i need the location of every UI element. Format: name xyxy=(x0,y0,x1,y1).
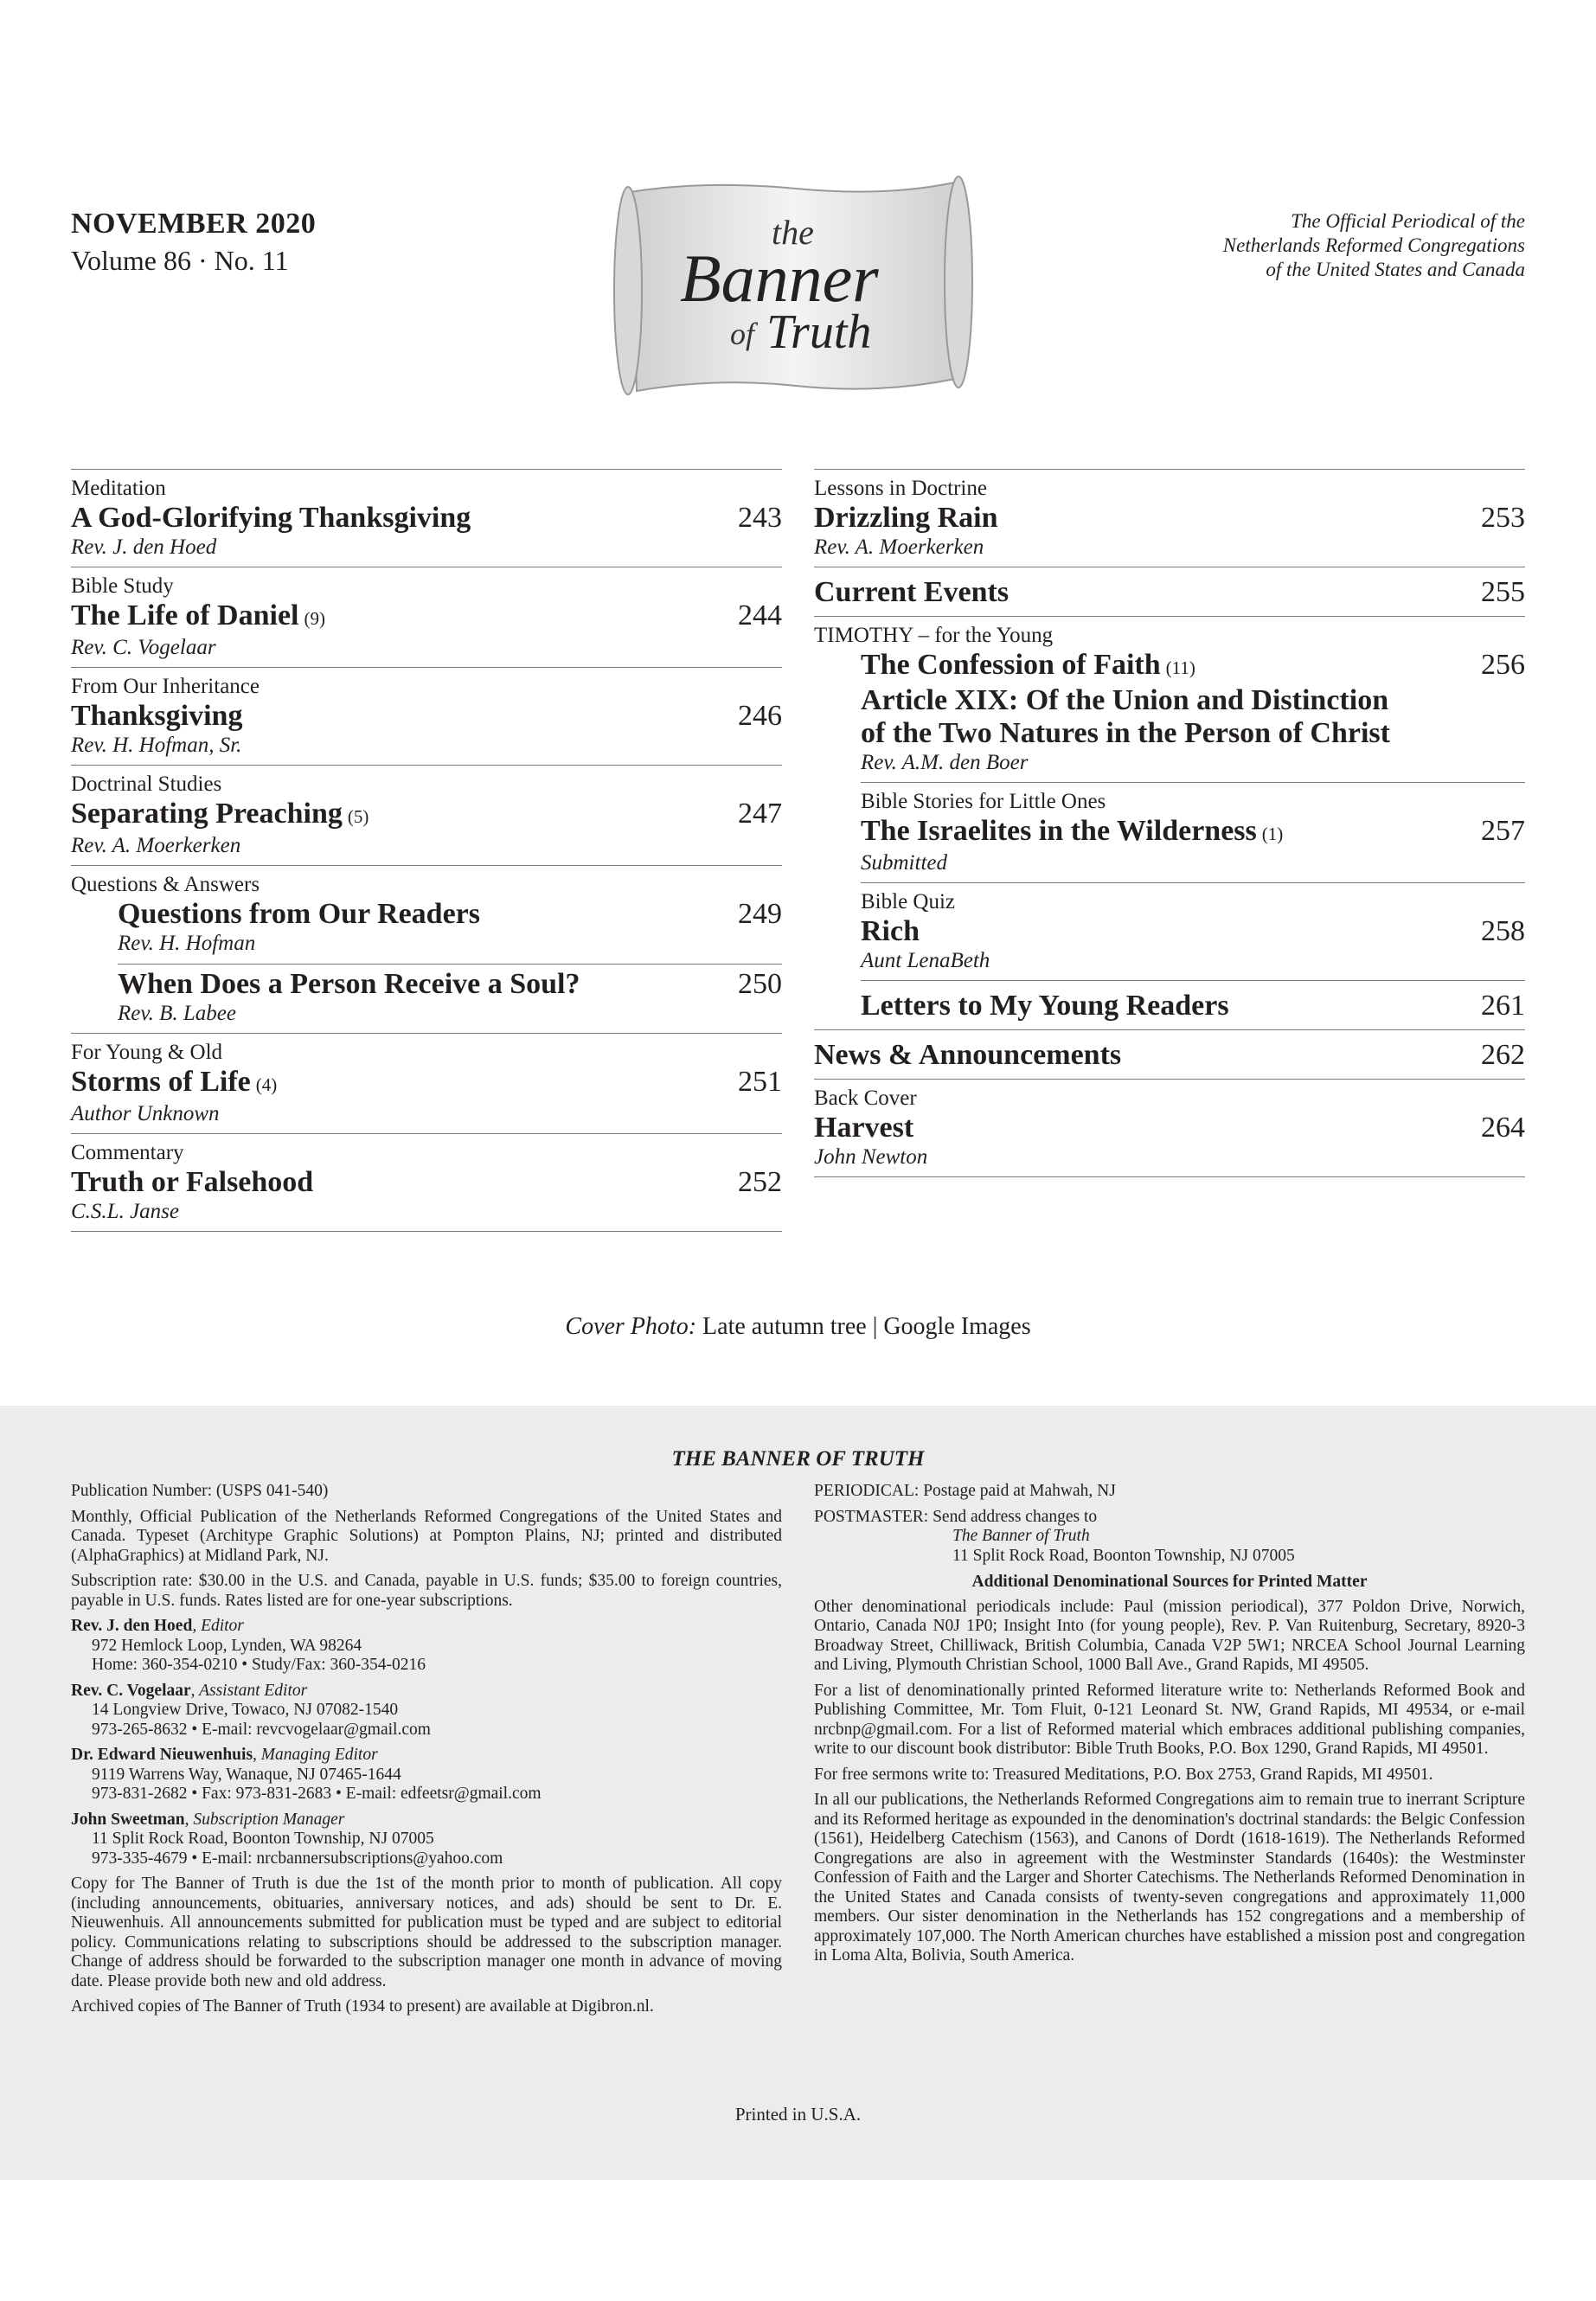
cover-photo-credit xyxy=(0,1313,1596,1341)
toc-title: Current Events xyxy=(814,576,1010,608)
cover-label: Cover Photo: xyxy=(565,1313,697,1340)
toc-page: 257 xyxy=(1481,815,1525,847)
logo-the: the xyxy=(772,213,814,252)
cover-text: Late autumn tree | Google Images xyxy=(696,1313,1031,1340)
toc-author: Rev. C. Vogelaar xyxy=(71,636,216,659)
toc-title: A God-Glorifying Thanksgiving xyxy=(71,502,471,534)
toc-section: Lessons in Doctrine xyxy=(814,477,987,500)
toc-page: 252 xyxy=(738,1166,782,1198)
toc-entry[interactable] xyxy=(71,865,782,964)
toc-part: (9) xyxy=(304,608,325,629)
toc-page: 258 xyxy=(1481,915,1525,947)
toc-title: The Life of Daniel (9) xyxy=(71,599,325,631)
toc-section: Doctrinal Studies xyxy=(71,772,222,796)
toc-title: Harvest xyxy=(814,1112,914,1144)
publication-statement: Monthly, Official Publication of the Netherlands Reformed Congregations of the United States and Canada. Typeset (Architype Graphic Solutions) at Pompton Plains, NJ; printed and distributed (AlphaGraphics) at Midland Park, NJ. xyxy=(71,1507,782,1565)
free-sermons: For free sermons write to: Treasured Meditations, P.O. Box 2753, Grand Rapids, MI 49501. xyxy=(814,1765,1433,1784)
toc-page: 253 xyxy=(1481,502,1525,534)
toc-title: Drizzling Rain xyxy=(814,502,998,534)
toc-title: When Does a Person Receive a Soul? xyxy=(118,968,580,1000)
toc-section: For Young & Old xyxy=(71,1041,223,1064)
printed-in: Printed in U.S.A. xyxy=(734,2104,862,2125)
assistant-editor-address: 14 Longview Drive, Towaco, NJ 07082-1540 xyxy=(92,1701,399,1719)
toc-page: 261 xyxy=(1481,990,1525,1022)
tagline-line: The Official Periodical of the xyxy=(1291,210,1525,232)
toc-title: Storms of Life (4) xyxy=(71,1066,278,1098)
toc-page: 264 xyxy=(1481,1112,1525,1144)
editor-contact xyxy=(71,1617,782,1676)
toc-author: Rev. H. Hofman xyxy=(118,932,256,955)
toc-entry[interactable] xyxy=(814,469,1525,567)
mission-statement: In all our publications, the Netherlands Reformed Congregations aim to remain true to inerrant Scripture and its Reformed heritage as expounded in the denomination's doctrinal standards: the Belgic Confession (1561), Heidelberg Catechism (1563), and Canons of Dordt (1618-1619). The Netherlands Reformed Congregations are also in agreement with the Westminster Standards (1640s): the Westminster Confession of Faith and the Larger and Shorter Catechisms. The Netherlands Reformed Denomination in the United States and Canada consists of twenty-seven congregations and approximately 11,000 members. Our sister denomination in the Netherlands has 152 congregations and a membership of approximately 107,000. The North American churches have established a mission post and congregation in Loma Alta, Bolivia, South America. xyxy=(814,1791,1525,1965)
banner-of-truth-logo xyxy=(602,173,990,403)
toc-part: (11) xyxy=(1165,657,1195,678)
managing-editor-contact xyxy=(71,1746,782,1804)
toc-page: 246 xyxy=(738,700,782,732)
toc-author: John Newton xyxy=(814,1145,928,1169)
managing-editor-name: Dr. Edward Nieuwenhuis xyxy=(71,1746,253,1764)
toc-entry[interactable] xyxy=(71,765,782,865)
toc-title: The Israelites in the Wilderness (1) xyxy=(861,815,1284,847)
toc-title: Thanksgiving xyxy=(71,700,243,732)
toc-author: C.S.L. Janse xyxy=(71,1200,179,1223)
issue-volume: Volume 86 · No. 11 xyxy=(71,245,289,276)
toc-left-column xyxy=(71,469,782,1232)
toc-section: Bible Quiz xyxy=(861,890,956,913)
toc-section: Bible Study xyxy=(71,574,174,598)
toc-entry[interactable] xyxy=(814,567,1525,616)
additional-sources-heading: Additional Denominational Sources for Printed Matter xyxy=(971,1573,1368,1591)
assistant-editor-name: Rev. C. Vogelaar xyxy=(71,1681,191,1700)
subscription-manager-contact xyxy=(71,1811,782,1869)
toc-entry[interactable] xyxy=(814,1029,1525,1079)
toc-page: 255 xyxy=(1481,576,1525,608)
toc-page: 243 xyxy=(738,502,782,534)
managing-editor-email[interactable]: 973-831-2682 • Fax: 973-831-2683 • E-mail: edfeetsr@gmail.com xyxy=(92,1785,542,1803)
toc-page: 256 xyxy=(1481,649,1525,681)
postmaster-label: POSTMASTER: Send address changes to xyxy=(814,1507,1098,1526)
toc-entry[interactable] xyxy=(118,964,782,1033)
toc-page: 249 xyxy=(738,898,782,930)
managing-editor-address: 9119 Warrens Way, Wanaque, NJ 07465-1644 xyxy=(92,1765,401,1784)
toc-title: Rich xyxy=(861,915,920,947)
assistant-editor-contact xyxy=(71,1682,782,1740)
editor-address: 972 Hemlock Loop, Lynden, WA 98264 xyxy=(92,1636,362,1655)
postmaster-block xyxy=(814,1508,1525,1567)
issue-date: NOVEMBER 2020 xyxy=(71,208,317,240)
toc-author: Rev. J. den Hoed xyxy=(71,535,217,559)
toc-entry[interactable] xyxy=(71,469,782,567)
toc-entry[interactable] xyxy=(814,616,1525,782)
toc-section: Questions & Answers xyxy=(71,873,260,896)
masthead-left xyxy=(71,206,316,279)
editor-phone: Home: 360-354-0210 • Study/Fax: 360-354-0216 xyxy=(92,1656,426,1674)
toc-page: 244 xyxy=(738,599,782,631)
tagline xyxy=(1058,209,1525,282)
archive-note: Archived copies of The Banner of Truth (1934 to present) are available at Digibron.nl. xyxy=(71,1997,654,2016)
toc-entry[interactable] xyxy=(71,567,782,667)
toc-entry[interactable] xyxy=(71,667,782,765)
toc-part: (1) xyxy=(1261,824,1284,844)
assistant-editor-email[interactable]: 973-265-8632 • E-mail: revcvogelaar@gmail.com xyxy=(92,1720,431,1739)
logo-truth: Truth xyxy=(766,305,872,359)
toc-section: Bible Stories for Little Ones xyxy=(861,790,1106,813)
toc-section: TIMOTHY – for the Young xyxy=(814,624,1054,647)
toc-page: 247 xyxy=(738,798,782,830)
toc-title: News & Announcements xyxy=(814,1039,1122,1071)
toc-right-column xyxy=(814,469,1525,1177)
toc-author: Rev. A. Moerkerken xyxy=(814,535,984,559)
subscription-manager-email[interactable]: 973-335-4679 • E-mail: nrcbannersubscriptions@yahoo.com xyxy=(92,1849,503,1868)
subscription-rate: Subscription rate: $30.00 in the U.S. and Canada, payable in U.S. funds; $35.00 to foreign countries, payable in U.S. funds. Rates listed are for one-year subscriptions. xyxy=(71,1572,782,1610)
copy-policy: Copy for The Banner of Truth is due the 1st of the month prior to month of publication. All copy (including announcements, obituaries, anniversary notices, and ads) should be sent to Dr. E. Nieuwenhuis. All announcements submitted for publication must be typed and are subject to editorial policy. Communications relating to subscriptions should be addressed to the subscription manager. Change of address should be forwarded to the subscription manager one month in advance of moving date. Please provide both new and old address. xyxy=(71,1875,782,1990)
toc-author: Aunt LenaBeth xyxy=(861,949,990,972)
periodical-postage: PERIODICAL: Postage paid at Mahwah, NJ xyxy=(814,1482,1116,1500)
toc-title: Questions from Our Readers xyxy=(118,898,481,930)
other-periodicals: Other denominational periodicals include: Paul (mission periodical), 377 Poldon Drive, Norwich, Ontario, Canada N0J 1P0; Insight Into (for young people), Rev. P. Van Ruitenburg, Secretary, 8920-3 Broadway Street, Chilliwack, British Columbia, Canada V2P 5W1; NRCEA School Journal Learning and Living, Plymouth Christian School, 1000 Ball Ave., Grand Rapids, MI 49505. xyxy=(814,1597,1525,1674)
managing-editor-role: , Managing Editor xyxy=(253,1746,378,1764)
footer-left-column xyxy=(71,1482,782,2023)
toc-author: Rev. B. Labee xyxy=(118,1002,236,1025)
editor-role: , Editor xyxy=(192,1617,244,1635)
subscription-manager-address: 11 Split Rock Road, Boonton Township, NJ 07005 xyxy=(92,1830,434,1848)
toc-entry[interactable] xyxy=(814,1079,1525,1177)
toc-entry[interactable] xyxy=(71,1133,782,1232)
toc-title: Separating Preaching (5) xyxy=(71,798,369,830)
toc-part: (5) xyxy=(347,806,369,827)
toc-author: Rev. H. Hofman, Sr. xyxy=(71,734,242,757)
postmaster-name: The Banner of Truth xyxy=(952,1527,1090,1545)
toc-section: From Our Inheritance xyxy=(71,675,260,698)
toc-section: Meditation xyxy=(71,477,166,500)
toc-page: 251 xyxy=(738,1066,782,1098)
logo-of: of xyxy=(730,317,755,351)
toc-title: Letters to My Young Readers xyxy=(861,990,1229,1022)
subscription-manager-role: , Subscription Manager xyxy=(184,1810,345,1829)
publication-number: Publication Number: (USPS 041-540) xyxy=(71,1482,329,1500)
publication-info-panel xyxy=(0,1406,1596,2180)
toc-title: The Confession of Faith (11) xyxy=(861,649,1195,681)
footer-right-column xyxy=(814,1482,1525,1972)
tagline-line: Netherlands Reformed Congregations xyxy=(1222,234,1525,256)
toc-part: (4) xyxy=(255,1074,278,1095)
toc-page: 250 xyxy=(738,968,782,1000)
editor-name: Rev. J. den Hoed xyxy=(71,1617,193,1635)
toc-subtitle: of the Two Natures in the Person of Christ xyxy=(861,717,1390,749)
toc-entry[interactable] xyxy=(861,882,1525,980)
toc-page: 262 xyxy=(1481,1039,1525,1071)
toc-entry[interactable] xyxy=(71,1033,782,1133)
toc-subtitle: Article XIX: Of the Union and Distinction xyxy=(861,684,1389,716)
logo-banner: Banner xyxy=(680,240,879,316)
footer-heading: THE BANNER OF TRUTH xyxy=(671,1447,925,1471)
toc-section: Commentary xyxy=(71,1141,184,1164)
assistant-editor-role: , Assistant Editor xyxy=(190,1681,308,1700)
tagline-line: of the United States and Canada xyxy=(1266,259,1525,280)
toc-entry[interactable] xyxy=(861,782,1525,882)
toc-entry[interactable] xyxy=(861,980,1525,1029)
subscription-manager-name: John Sweetman xyxy=(71,1810,185,1829)
toc-author: Rev. A. Moerkerken xyxy=(71,834,241,857)
toc-author: Author Unknown xyxy=(71,1102,220,1125)
postmaster-address: 11 Split Rock Road, Boonton Township, NJ 07005 xyxy=(952,1546,1295,1565)
literature-list: For a list of denominationally printed Reformed literature write to: Netherlands Reformed Book and Publishing Committee, Mr. Tom Fluit, 0-121 Leonard St. NW, Grand Rapids, MI 49534, or e-mail nrcbnp@gmail.com. For a list of Reformed material which embraces additional publishing companies, write to our discount book distributor: Bible Truth Books, P.O. Box 1290, Grand Rapids, MI 49501. xyxy=(814,1681,1525,1758)
toc-author: Submitted xyxy=(861,851,947,875)
toc-title: Truth or Falsehood xyxy=(71,1166,314,1198)
toc-section: Back Cover xyxy=(814,1086,917,1110)
toc-author: Rev. A.M. den Boer xyxy=(861,751,1029,774)
